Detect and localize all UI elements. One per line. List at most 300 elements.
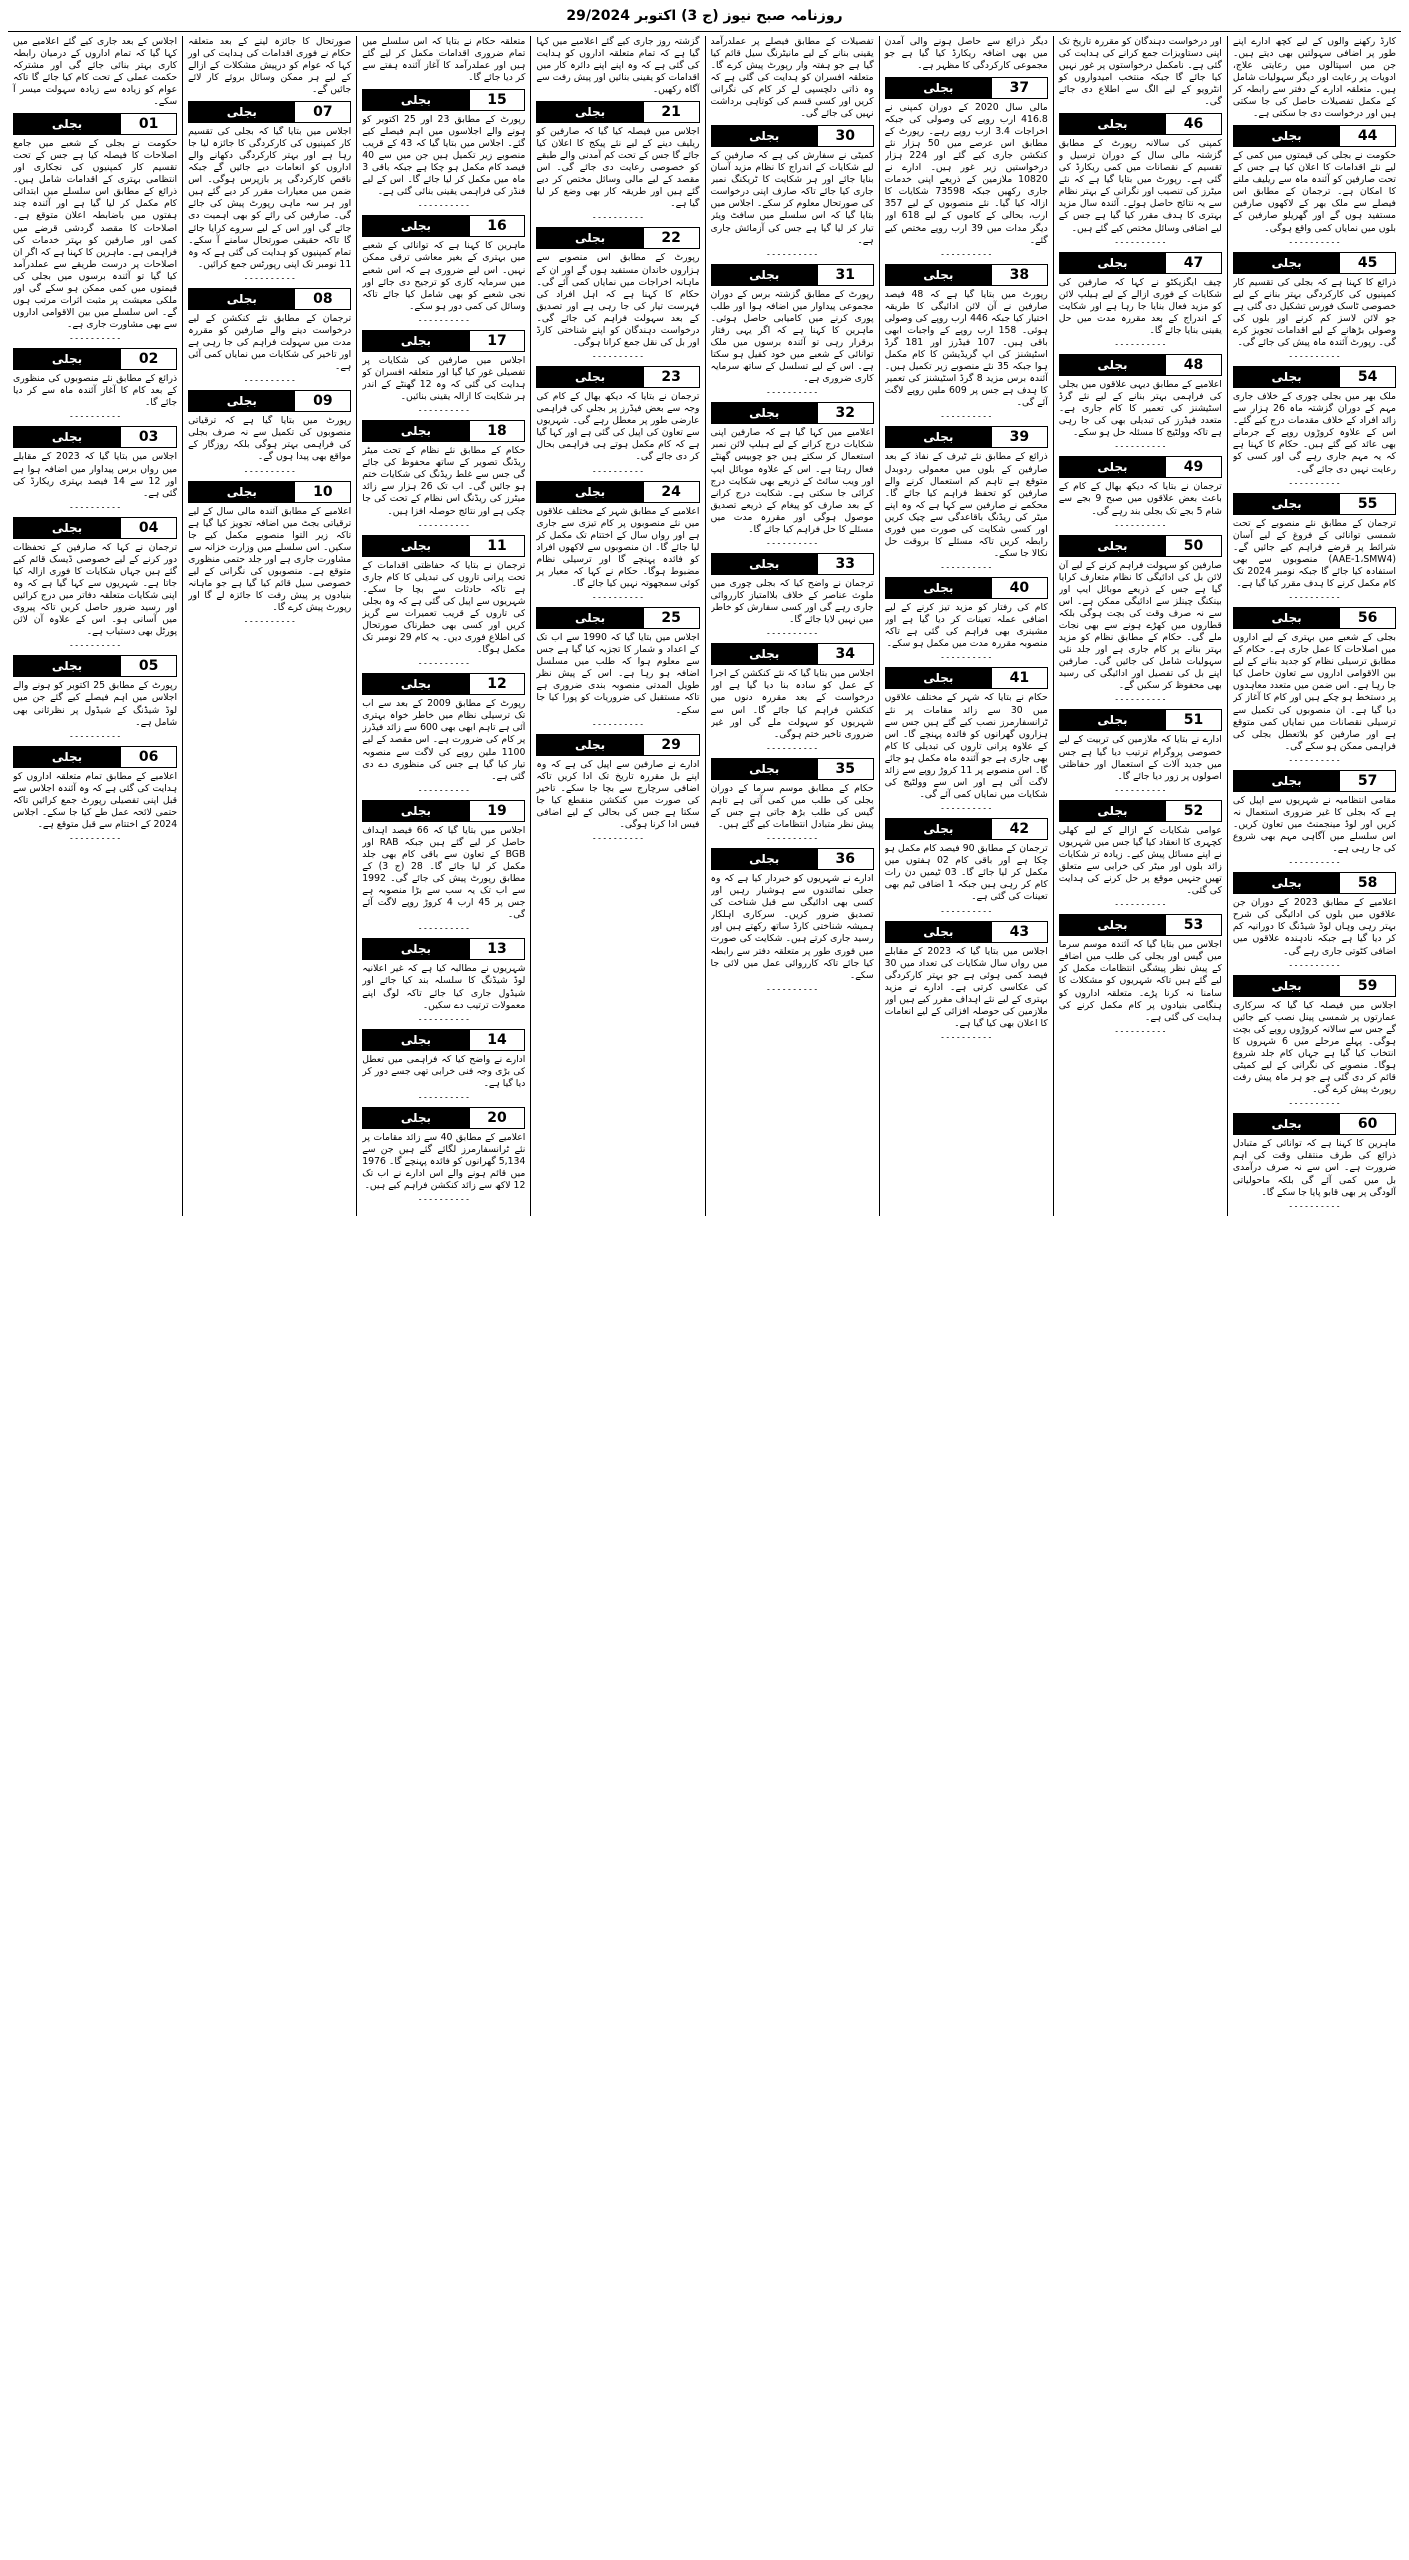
article-body: اعلامیے کے مطابق آئندہ مالی سال کے لیے ترقیاتی بجٹ میں اضافہ تجویز کیا گیا ہے تاکہ زیر التوا منصوبے مکمل کیے جا سکیں۔ اس سلسلے میں وزارت خزانہ سے مشاورت جاری ہے اور جلد حتمی منظوری متوقع ہے۔ منصوبوں کی نگرانی کے لیے خصوصی سیل قائم کیا گیا ہے جو ماہانہ بنیادوں پر پیش رفت کا جائزہ لے گا اور رپورٹ پیش کرے گا۔ <box>188 505 352 614</box>
column-2 <box>1053 36 1227 1216</box>
section-tag: بجلی <box>1060 801 1165 821</box>
article-number: 57 <box>1339 771 1395 791</box>
article-separator: ۔۔۔۔۔۔۔۔۔۔ <box>765 982 819 993</box>
article <box>711 125 874 258</box>
article-number: 60 <box>1339 1114 1395 1134</box>
article-number: 15 <box>469 90 525 110</box>
article-separator: ۔۔۔۔۔۔۔۔۔۔ <box>939 247 993 258</box>
article-separator: ۔۔۔۔۔۔۔۔۔۔ <box>939 1031 993 1042</box>
section-tag: بجلی <box>712 849 817 869</box>
article <box>362 1029 525 1101</box>
article-separator: ۔۔۔۔۔۔۔۔۔۔ <box>417 1193 471 1204</box>
article-body: اجلاس میں فیصلہ کیا گیا کہ صارفین کو ریلیف دینے کے لیے نئے پیکج کا اعلان کیا جائے گا جس کے تحت کم آمدنی والے طبقے کو خصوصی رعایت دی جائے گی۔ اس مقصد کے لیے مالی وسائل مختص کر دیے گئے ہیں اور طریقہ کار بھی وضع کر لیا گیا ہے۔ <box>536 125 700 210</box>
article <box>536 734 699 842</box>
article <box>1233 607 1396 764</box>
article-body: ترجمان کے مطابق نئے منصوبے کے تحت شمسی توانائی کے فروغ کے لیے آسان شرائط پر قرضے فراہم کیے جائیں گے۔ (AAE-1،SMW4) منصوبوں سے بھی استفادہ کیا جائے گا جبکہ نومبر 2024 تک کام مکمل کرنے کا ہدف مقرر کیا گیا ہے۔ <box>1232 517 1396 589</box>
article-body: ترجمان کے مطابق 90 فیصد کام مکمل ہو چکا ہے اور باقی کام 02 ہفتوں میں مکمل کر لیا جائے گا۔ 03 ٹیمیں دن رات کام کر رہی ہیں جبکہ 1 اضافی ٹیم بھی تعینات کی گئی ہے۔ <box>884 843 1048 903</box>
article-header[interactable] <box>711 125 874 147</box>
column-lead-text: دیگر ذرائع سے حاصل ہونے والی آمدن میں بھی اضافہ ریکارڈ کیا گیا ہے جو مجموعی کارکردگی کا مظہر ہے۔ <box>884 35 1048 71</box>
article-separator: ۔۔۔۔۔۔۔۔۔۔ <box>1113 518 1167 529</box>
article-separator: ۔۔۔۔۔۔۔۔۔۔ <box>1113 693 1167 704</box>
article-separator: ۔۔۔۔۔۔۔۔۔۔ <box>1113 337 1167 348</box>
article <box>536 366 699 474</box>
article-header[interactable] <box>885 818 1048 840</box>
section-tag: بجلی <box>363 216 468 236</box>
section-tag: بجلی <box>886 578 991 598</box>
article-separator: ۔۔۔۔۔۔۔۔۔۔ <box>1113 1024 1167 1035</box>
article-header[interactable] <box>13 746 177 768</box>
article-header[interactable] <box>536 101 699 123</box>
article-body: ترجمان کے مطابق نئے کنکشن کے لیے درخواست دینے والے صارفین کو مقررہ مدت میں سہولت فراہم کی جا رہی ہے اور تاخیر کی شکایات میں نمایاں کمی آئی ہے۔ <box>188 312 352 373</box>
article-header[interactable] <box>362 1107 525 1129</box>
article-number: 23 <box>643 367 699 387</box>
article-header[interactable] <box>362 938 525 960</box>
article-header[interactable] <box>188 101 351 123</box>
article-number: 40 <box>991 578 1047 598</box>
article-number: 51 <box>1165 710 1221 730</box>
section-tag: بجلی <box>14 349 120 369</box>
article <box>13 348 177 420</box>
article-separator: ۔۔۔۔۔۔۔۔۔۔ <box>1288 235 1341 246</box>
article-body: اجلاس میں بتایا گیا کہ آئندہ موسم سرما میں گیس اور بجلی کی طلب میں اضافے کے پیش نظر پیشگی انتظامات مکمل کر لیے گئے ہیں تاکہ شہریوں کو مشکلات کا سامنا نہ کرنا پڑے۔ متعلقہ اداروں کو ہنگامی بنیادوں پر کام مکمل کرنے کی ہدایت کی گئی ہے۔ <box>1058 939 1222 1023</box>
section-tag: بجلی <box>712 265 817 285</box>
article-header[interactable] <box>362 800 525 822</box>
article-separator: ۔۔۔۔۔۔۔۔۔۔ <box>765 537 819 547</box>
column-8 <box>8 36 182 1216</box>
article-header[interactable] <box>536 481 699 503</box>
section-tag: بجلی <box>712 126 817 146</box>
article <box>885 921 1048 1042</box>
article-header[interactable] <box>1233 1113 1396 1135</box>
article <box>711 758 874 842</box>
article-header[interactable] <box>711 264 874 286</box>
article-number: 25 <box>643 608 699 628</box>
section-tag: بجلی <box>886 668 991 688</box>
article-number: 47 <box>1165 253 1221 273</box>
article-header[interactable] <box>13 517 177 539</box>
article-number: 06 <box>120 747 176 767</box>
article-number: 01 <box>120 114 176 134</box>
article-body: کام کی رفتار کو مزید تیز کرنے کے لیے اضافی عملہ تعینات کر دیا گیا ہے اور مشینری بھی فراہم کی گئی ہے تاکہ منصوبہ مقررہ مدت میں مکمل ہو سکے۔ <box>884 602 1048 650</box>
article-number: 07 <box>294 102 350 122</box>
article-body: ترجمان نے بتایا کہ حفاظتی اقدامات کے تحت پرانی تاروں کی تبدیلی کا کام جاری ہے تاکہ حادثات سے بچا جا سکے۔ شہریوں سے اپیل کی گئی ہے کہ وہ بجلی کی تاروں کے قریب تعمیرات سے گریز کریں اور کسی بھی خطرناک صورتحال کی اطلاع فوری دیں۔ یہ کام 29 نومبر تک مکمل ہوگا۔ <box>362 559 526 656</box>
section-tag: بجلی <box>1234 126 1339 146</box>
article-header[interactable] <box>536 366 699 388</box>
section-tag: بجلی <box>1060 355 1165 375</box>
article-separator: ۔۔۔۔۔۔۔۔۔۔ <box>417 313 471 324</box>
article-number: 29 <box>643 735 699 755</box>
article-header[interactable] <box>885 577 1048 599</box>
article-separator: ۔۔۔۔۔۔۔۔۔۔ <box>68 500 122 511</box>
article-header[interactable] <box>885 77 1048 99</box>
article-separator: ۔۔۔۔۔۔۔۔۔۔ <box>765 832 819 843</box>
section-tag: بجلی <box>14 656 120 676</box>
article-body: مقامی انتظامیہ نے شہریوں سے اپیل کی ہے کہ بجلی کا غیر ضروری استعمال نہ کریں اور لوڈ مینجمنٹ میں تعاون کریں۔ اس سلسلے میں آگاہی مہم بھی شروع کی جا رہی ہے۔ <box>1232 794 1396 855</box>
article <box>362 1107 525 1203</box>
article-body: حکام کے مطابق موسم سرما کے دوران بجلی کی طلب میں کمی آتی ہے تاہم گیس کی طلب بڑھ جاتی ہے جس کے پیش نظر متبادل انتظامات کیے گئے ہیں۔ <box>710 782 874 831</box>
column-7 <box>182 36 356 1216</box>
article-separator: ۔۔۔۔۔۔۔۔۔۔ <box>68 832 122 843</box>
section-tag: بجلی <box>1060 915 1165 935</box>
article-header[interactable] <box>711 553 874 575</box>
article-separator: ۔۔۔۔۔۔۔۔۔۔ <box>765 386 819 397</box>
article-separator: ۔۔۔۔۔۔۔۔۔۔ <box>68 639 122 650</box>
column-5 <box>530 36 704 1216</box>
section-tag: بجلی <box>886 265 991 285</box>
article-header[interactable] <box>711 402 874 424</box>
article-separator: ۔۔۔۔۔۔۔۔۔۔ <box>939 410 993 421</box>
section-tag: بجلی <box>1060 536 1165 556</box>
article-separator: ۔۔۔۔۔۔۔۔۔۔ <box>243 464 297 475</box>
article <box>362 89 525 210</box>
article-number: 56 <box>1339 608 1395 628</box>
article-header[interactable] <box>1059 535 1222 557</box>
article-body: حکومت نے بجلی کی قیمتوں میں کمی کے لیے نئے اقدامات کا اعلان کیا ہے جس کے تحت صارفین کو آئندہ ماہ سے ریلیف ملنے کا امکان ہے۔ ترجمان کے مطابق اس فیصلے سے ملک بھر کے لاکھوں صارفین مستفید ہوں گے اور گھریلو صارفین کے بلوں میں نمایاں کمی واقع ہوگی۔ <box>1232 150 1396 234</box>
article-header[interactable] <box>1059 354 1222 376</box>
article-body: اجلاس میں بتایا گیا کہ نئے کنکشن کے اجرا کے عمل کو سادہ بنا دیا گیا ہے اور درخواست کے بعد مقررہ دنوں میں کنکشن فراہم کیا جائے گا۔ اس سے شہریوں کو سہولت ملے گی اور غیر ضروری تاخیر ختم ہوگی۔ <box>710 668 874 740</box>
article-separator: ۔۔۔۔۔۔۔۔۔۔ <box>591 717 645 728</box>
column-lead-text: اور درخواست دہندگان کو مقررہ تاریخ تک اپنی دستاویزات جمع کرانے کی ہدایت کی گئی ہے۔ نامکمل درخواستوں پر غور نہیں کیا جائے گا جبکہ منتخب امیدواروں کو انٹرویو کے لیے الگ سے اطلاع دی جائے گی۔ <box>1058 35 1222 107</box>
article-body: اجلاس میں صارفین کی شکایات پر تفصیلی غور کیا گیا اور متعلقہ افسران کو ہدایت کی گئی کہ وہ 12 گھنٹے کے اندر ہر شکایت کا ازالہ یقینی بنائیں۔ <box>362 354 526 403</box>
article-number: 42 <box>991 819 1047 839</box>
article-separator: ۔۔۔۔۔۔۔۔۔۔ <box>1288 856 1341 867</box>
article-separator: ۔۔۔۔۔۔۔۔۔۔ <box>591 350 645 361</box>
article-header[interactable] <box>536 734 699 756</box>
article-separator: ۔۔۔۔۔۔۔۔۔۔ <box>591 832 645 843</box>
article-number: 49 <box>1165 457 1221 477</box>
section-tag: بجلی <box>886 78 991 98</box>
article-header[interactable] <box>362 215 525 237</box>
article-header[interactable] <box>1233 975 1396 997</box>
article-number: 05 <box>120 656 176 676</box>
article-body: حکومت نے بجلی کے شعبے میں جامع اصلاحات کا فیصلہ کیا ہے جس کے تحت تقسیم کار کمپنیوں کی نجکاری اور انتظامی بہتری کے اقدامات شامل ہیں۔ ذرائع کے مطابق اس سلسلے میں ابتدائی کام مکمل کر لیا گیا ہے اور آئندہ چند ہفتوں میں باضابطہ اعلان متوقع ہے۔ اصلاحات کا مقصد گردشی قرضے میں کمی اور صارفین کو بہتر خدمات کی فراہمی ہے۔ ماہرین کا کہنا ہے کہ اگر ان اصلاحات پر درست طریقے سے عملدرآمد کیا گیا تو آئندہ برسوں میں بجلی کی قیمتوں میں کمی ممکن ہو سکے گی اور ملکی معیشت پر مثبت اثرات مرتب ہوں گے۔ اس سلسلے میں بین الاقوامی اداروں سے بھی مشاورت جاری ہے۔ <box>13 137 178 331</box>
article-header[interactable] <box>1233 125 1396 147</box>
section-tag: بجلی <box>537 482 642 502</box>
article-header[interactable] <box>1059 914 1222 936</box>
section-tag: بجلی <box>363 939 468 959</box>
article-body: ذرائع کے مطابق نئے ٹیرف کے نفاذ کے بعد صارفین کے بلوں میں معمولی ردوبدل متوقع ہے تاہم کم استعمال کرنے والے صارفین کو تحفظ فراہم کیا جائے گا۔ محکمے نے صارفین سے کہا ہے کہ وہ اپنے میٹر کی ریڈنگ باقاعدگی سے چیک کریں اور کسی شکایت کی صورت میں فوری رابطہ کریں تاکہ مسئلے کا بروقت حل نکالا جا سکے۔ <box>884 451 1048 560</box>
article-number: 59 <box>1339 976 1395 996</box>
article <box>536 101 699 222</box>
section-tag: بجلی <box>1234 494 1339 514</box>
article <box>188 288 351 384</box>
article-number: 10 <box>294 482 350 502</box>
article-header[interactable] <box>13 113 177 135</box>
section-tag: بجلی <box>1234 976 1339 996</box>
article-number: 20 <box>469 1108 525 1128</box>
article <box>1233 770 1396 866</box>
article-header[interactable] <box>1233 770 1396 792</box>
section-tag: بجلی <box>886 922 991 942</box>
article <box>362 800 525 933</box>
article-header[interactable] <box>362 535 525 557</box>
article <box>885 264 1048 421</box>
section-tag: بجلی <box>537 228 642 248</box>
article-header[interactable] <box>1059 252 1222 274</box>
article <box>536 607 699 728</box>
article-separator: ۔۔۔۔۔۔۔۔۔۔ <box>1288 753 1341 764</box>
article-header[interactable] <box>1233 493 1396 515</box>
article-header[interactable] <box>711 758 874 780</box>
article-header[interactable] <box>362 1029 525 1051</box>
article-separator: ۔۔۔۔۔۔۔۔۔۔ <box>417 1012 471 1023</box>
article-header[interactable] <box>1059 113 1222 135</box>
article <box>1059 113 1222 246</box>
article <box>536 481 699 602</box>
article-separator: ۔۔۔۔۔۔۔۔۔۔ <box>68 729 122 740</box>
section-tag: بجلی <box>189 391 294 411</box>
article-header[interactable] <box>711 643 874 665</box>
article-separator: ۔۔۔۔۔۔۔۔۔۔ <box>243 271 297 282</box>
section-tag: بجلی <box>712 554 817 574</box>
article-body: ترجمان نے بتایا کہ دیکھ بھال کے کام کی وجہ سے بعض فیڈرز پر بجلی کی فراہمی عارضی طور پر معطل رہے گی۔ شہریوں سے تعاون کی اپیل کی گئی ہے اور کہا گیا ہے کہ کام مکمل ہوتے ہی فراہمی بحال کر دی جائے گی۔ <box>536 391 700 463</box>
article-separator: ۔۔۔۔۔۔۔۔۔۔ <box>243 615 297 626</box>
article-header[interactable] <box>711 848 874 870</box>
article-body: مالی سال 2020 کے دوران کمپنی نے 416.8 ارب روپے کی وصولی کی جبکہ اخراجات 3.4 ارب روپے رہے۔ رپورٹ کے مطابق اس عرصے میں 50 ہزار نئے کنکشن جاری کیے گئے اور 224 ہزار درخواستیں زیر غور ہیں۔ ادارے نے 10820 ملازمین کے ذریعے اپنی خدمات جاری رکھیں جبکہ 73598 شکایات کا ازالہ کیا گیا۔ نئے منصوبوں کے لیے 357 ارب، بحالی کے کاموں کے لیے 618 اور دیگر مدات میں 39 ارب روپے مختص کیے گئے۔ <box>884 101 1048 246</box>
article <box>711 402 874 547</box>
article-body: ترجمان نے واضح کیا کہ بجلی چوری میں ملوث عناصر کے خلاف بلاامتیاز کارروائی جاری رہے گی اور کسی سفارش کو خاطر میں نہیں لایا جائے گا۔ <box>710 578 874 626</box>
article <box>711 264 874 397</box>
section-tag: بجلی <box>14 114 120 134</box>
article-number: 24 <box>643 482 699 502</box>
article <box>1233 872 1396 968</box>
article <box>1233 975 1396 1108</box>
section-tag: بجلی <box>537 735 642 755</box>
article-body: عوامی شکایات کے ازالے کے لیے کھلی کچہری کا انعقاد کیا گیا جس میں شہریوں نے اپنے مسائل پیش کیے۔ زیادہ تر شکایات زائد بلوں اور میٹر کی خرابی سے متعلق تھیں جنہیں موقع پر حل کرنے کی ہدایت کی گئی۔ <box>1058 824 1222 897</box>
masthead-title: روزنامہ صبح نیوز (ج 3) اکتوبر 29/2024 <box>566 8 843 24</box>
section-tag: بجلی <box>537 367 642 387</box>
article <box>362 330 525 414</box>
article-number: 32 <box>817 403 873 423</box>
article <box>885 426 1048 571</box>
article-body: ادارے نے واضح کیا کہ فراہمی میں تعطل کی بڑی وجہ فنی خرابی تھی جسے دور کر دیا گیا ہے۔ <box>362 1053 526 1089</box>
section-tag: بجلی <box>1234 253 1339 273</box>
section-tag: بجلی <box>537 102 642 122</box>
article-separator: ۔۔۔۔۔۔۔۔۔۔ <box>1288 591 1341 602</box>
masthead-rule <box>8 31 1401 32</box>
section-tag: بجلی <box>1060 114 1165 134</box>
section-tag: بجلی <box>712 644 817 664</box>
article-number: 31 <box>817 265 873 285</box>
article-body: اجلاس میں بتایا گیا کہ 2023 کے مقابلے میں رواں برس پیداوار میں اضافہ ہوا ہے اور 12 سے 14 فیصد بہتری ریکارڈ کی گئی ہے۔ <box>13 451 178 499</box>
article-header[interactable] <box>1233 252 1396 274</box>
article-separator: ۔۔۔۔۔۔۔۔۔۔ <box>1288 350 1341 361</box>
article <box>13 746 177 842</box>
article-number: 48 <box>1165 355 1221 375</box>
article <box>885 77 1048 258</box>
article-body: ادارے نے شہریوں کو خبردار کیا ہے کہ وہ جعلی نمائندوں سے ہوشیار رہیں اور کسی بھی ادائیگی سے قبل شناخت کی تصدیق ضرور کریں۔ سرکاری اہلکار ہمیشہ شناختی کارڈ ساتھ رکھتے ہیں اور رسید جاری کرتے ہیں۔ شکایت کی صورت میں فوری طور پر متعلقہ دفتر سے رابطہ کیا جائے تاکہ کارروائی عمل میں لائی جا سکے۔ <box>710 873 874 981</box>
article-number: 11 <box>469 536 525 556</box>
section-tag: بجلی <box>712 759 817 779</box>
article-number: 43 <box>991 922 1047 942</box>
article-separator: ۔۔۔۔۔۔۔۔۔۔ <box>591 464 645 475</box>
article-separator: ۔۔۔۔۔۔۔۔۔۔ <box>417 1090 471 1101</box>
article-header[interactable] <box>885 667 1048 689</box>
article-header[interactable] <box>13 655 177 677</box>
article-number: 14 <box>469 1030 525 1050</box>
article <box>362 938 525 1022</box>
article-number: 45 <box>1339 253 1395 273</box>
article <box>1233 125 1396 246</box>
article-body: اعلامیے کے مطابق تمام متعلقہ اداروں کو ہدایت کی گئی ہے کہ وہ آئندہ اجلاس سے قبل اپنی تفصیلی رپورٹ جمع کرائیں تاکہ حتمی لائحہ عمل طے کیا جا سکے۔ اجلاس 2024 کے اختتام سے قبل متوقع ہے۔ <box>13 770 178 831</box>
article-separator: ۔۔۔۔۔۔۔۔۔۔ <box>1113 898 1167 909</box>
article <box>1059 354 1222 450</box>
section-tag: بجلی <box>1060 710 1165 730</box>
article <box>1233 366 1396 487</box>
article-number: 19 <box>469 801 525 821</box>
article <box>1059 456 1222 528</box>
article-separator: ۔۔۔۔۔۔۔۔۔۔ <box>417 199 471 210</box>
article-header[interactable] <box>1233 872 1396 894</box>
article-body: اجلاس میں بتایا گیا کہ بجلی کی تقسیم کار کمپنیوں کی کارکردگی کا جائزہ لیا جا رہا ہے اور بہتر کارکردگی دکھانے والے اداروں کو انعامات دیے جائیں گے جبکہ ناقص کارکردگی پر بازپرس ہوگی۔ اس ضمن میں معیارات مقرر کر دیے گئے ہیں اور ہر سہ ماہی رپورٹ پیش کی جائے گی۔ صارفین کی رائے کو بھی اہمیت دی جائے گی اور اس کے لیے سروے کرایا جائے گا تاکہ حقیقی صورتحال سامنے آ سکے۔ تمام کمپنیوں کو ہدایت کی گئی ہے کہ وہ 11 نومبر تک اپنی رپورٹس جمع کرائیں۔ <box>188 125 352 270</box>
article-separator: ۔۔۔۔۔۔۔۔۔۔ <box>1288 1199 1341 1210</box>
article-number: 50 <box>1165 536 1221 556</box>
article-number: 58 <box>1339 873 1395 893</box>
article <box>711 553 874 637</box>
article-separator: ۔۔۔۔۔۔۔۔۔۔ <box>939 904 993 915</box>
section-tag: بجلی <box>363 536 468 556</box>
article <box>13 655 177 739</box>
article-header[interactable] <box>885 264 1048 286</box>
article-body: حکام نے بتایا کہ شہر کے مختلف علاقوں میں 30 سے زائد مقامات پر نئے ٹرانسفارمرز نصب کیے گئے ہیں جس سے ہزاروں گھرانوں کو فائدہ پہنچے گا۔ اس کے علاوہ پرانی تاروں کی تبدیلی کا کام بھی جاری ہے جو آئندہ ماہ مکمل ہو جائے گا۔ اس منصوبے پر 11 کروڑ روپے سے زائد لاگت آئی ہے اور اس سے وولٹیج کی شکایات میں نمایاں کمی آئے گی۔ <box>884 692 1048 801</box>
article-body: ذرائع کے مطابق نئے منصوبوں کی منظوری کے بعد کام کا آغاز آئندہ ماہ سے کر دیا جائے گا۔ <box>13 373 178 409</box>
column-3 <box>879 36 1053 1216</box>
article-number: 36 <box>817 849 873 869</box>
article-body: رپورٹ کے مطابق گزشتہ برس کے دوران مجموعی پیداوار میں اضافہ ہوا اور طلب پوری کرنے میں کامیابی حاصل ہوئی۔ ماہرین کا کہنا ہے کہ اگر یہی رفتار برقرار رہی تو آئندہ برسوں میں ملک توانائی کے شعبے میں خود کفیل ہو سکتا ہے۔ اس کے لیے تسلسل کے ساتھ سرمایہ کاری ضروری ہے۔ <box>710 288 874 385</box>
article-header[interactable] <box>362 330 525 352</box>
article-header[interactable] <box>188 481 351 503</box>
section-tag: بجلی <box>1234 771 1339 791</box>
article-separator: ۔۔۔۔۔۔۔۔۔۔ <box>417 783 471 794</box>
article-header[interactable] <box>1233 607 1396 629</box>
column-4 <box>705 36 879 1216</box>
article <box>1233 1113 1396 1209</box>
article-body: چیف ایگزیکٹو نے کہا کہ صارفین کی شکایات کے فوری ازالے کے لیے ہیلپ لائن کو مزید فعال بنایا جا رہا ہے اور شکایت کے اندراج کے بعد مقررہ مدت میں حل یقینی بنایا جائے گا۔ <box>1058 276 1222 336</box>
article-number: 55 <box>1339 494 1395 514</box>
article-separator: ۔۔۔۔۔۔۔۔۔۔ <box>1288 476 1341 487</box>
article-number: 02 <box>120 349 176 369</box>
article-header[interactable] <box>188 288 351 310</box>
article-header[interactable] <box>362 89 525 111</box>
column-lead-text: کارڈ رکھنے والوں کے لیے کچھ ادارے اپنے طور پر اضافی سہولتیں بھی دیتے ہیں۔ جن میں اسپتالوں میں رعایتی علاج، ادویات پر رعایت اور دیگر سہولیات شامل ہیں۔ متعلقہ ادارے کے دفتر سے رابطہ کر کے مکمل تفصیلات حاصل کی جا سکتی ہیں اور درخواست دی جا سکتی ہے۔ <box>1232 35 1396 119</box>
article-header[interactable] <box>536 607 699 629</box>
article-header[interactable] <box>1059 456 1222 478</box>
article <box>536 227 699 360</box>
column-1 <box>1227 36 1401 1216</box>
article <box>362 215 525 323</box>
article-number: 41 <box>991 668 1047 688</box>
article-header[interactable] <box>188 390 351 412</box>
section-tag: بجلی <box>363 1108 468 1128</box>
article-header[interactable] <box>13 348 177 370</box>
article-body: اجلاس میں بتایا گیا کہ 2023 کے مقابلے میں رواں سال شکایات کی تعداد میں 30 فیصد کمی ہوئی ہے جو بہتر کارکردگی کی عکاسی کرتی ہے۔ ادارے نے مزید بہتری کے لیے نئے اہداف مقرر کیے ہیں اور ملازمین کی حوصلہ افزائی کے لیے انعامات کا اعلان بھی کیا گیا ہے۔ <box>884 945 1048 1030</box>
column-lead-text: گزشتہ روز جاری کیے گئے اعلامیے میں کہا گیا ہے کہ تمام متعلقہ اداروں کو ہدایت کی گئی ہے کہ وہ اپنے اپنے دائرہ کار میں اقدامات کو یقینی بنائیں اور پیش رفت سے آگاہ رکھیں۔ <box>536 35 700 95</box>
article-number: 09 <box>294 391 350 411</box>
section-tag: بجلی <box>712 403 817 423</box>
article-separator: ۔۔۔۔۔۔۔۔۔۔ <box>765 741 819 752</box>
article-body: ملک بھر میں بجلی چوری کے خلاف جاری مہم کے دوران گزشتہ ماہ 26 ہزار سے زائد افراد کے خلاف مقدمات درج کیے گئے۔ اس کے علاوہ کروڑوں روپے کے جرمانے بھی عائد کیے گئے ہیں۔ حکام کا کہنا ہے کہ یہ مہم جاری رہے گی اور کسی کو رعایت نہیں دی جائے گی۔ <box>1232 391 1396 475</box>
article-number: 17 <box>469 331 525 351</box>
article-number: 54 <box>1339 367 1395 387</box>
article-body: اعلامیے میں کہا گیا ہے کہ صارفین اپنی شکایات درج کرانے کے لیے ہیلپ لائن نمبر استعمال کر سکتے ہیں جو چوبیس گھنٹے فعال رہتا ہے۔ اس کے علاوہ موبائل ایپ اور ویب سائٹ کے ذریعے بھی شکایت درج کرائی جا سکتی ہے۔ شکایت درج کرانے کے بعد صارف کو پیغام کے ذریعے تصدیق موصول ہوگی اور مقررہ مدت میں مسئلے کا حل فراہم کیا جائے گا۔ <box>710 427 874 535</box>
article <box>362 673 525 794</box>
section-tag: بجلی <box>189 102 294 122</box>
article-separator: ۔۔۔۔۔۔۔۔۔۔ <box>1113 235 1167 246</box>
article-header[interactable] <box>885 426 1048 448</box>
article-number: 16 <box>469 216 525 236</box>
article-number: 03 <box>120 427 176 447</box>
article-number: 44 <box>1339 126 1395 146</box>
article <box>1059 252 1222 348</box>
article <box>188 390 351 474</box>
section-tag: بجلی <box>537 608 642 628</box>
article <box>188 481 351 626</box>
article <box>13 113 177 342</box>
article <box>1059 914 1222 1035</box>
article-separator: ۔۔۔۔۔۔۔۔۔۔ <box>1288 958 1341 969</box>
article-number: 30 <box>817 126 873 146</box>
article-body: رپورٹ کے مطابق 25 اکتوبر کو ہونے والے اجلاس میں اہم فیصلے کیے گئے جن میں لوڈ شیڈنگ کے شیڈول پر نظرثانی بھی شامل ہے۔ <box>13 680 178 728</box>
masthead <box>8 6 1401 30</box>
column-lead-text: اجلاس کے بعد جاری کیے گئے اعلامیے میں کہا گیا کہ تمام اداروں کے درمیان رابطہ کاری بہتر بنائی جائے گی اور مشترکہ حکمت عملی کے تحت کام کیا جائے گا تاکہ عوام کو زیادہ سے زیادہ سہولت میسر آ سکے۔ <box>13 35 178 107</box>
article-number: 33 <box>817 554 873 574</box>
article-header[interactable] <box>536 227 699 249</box>
column-lead-text: تفصیلات کے مطابق فیصلے پر عملدرآمد یقینی بنانے کے لیے مانیٹرنگ سیل قائم کیا گیا ہے جو ہفتہ وار رپورٹ پیش کرے گا۔ متعلقہ افسران کو ہدایت کی گئی ہے کہ وہ ذاتی دلچسپی لے کر کام کی نگرانی کریں اور کسی قسم کی کوتاہی برداشت نہیں کی جائے گی۔ <box>710 35 874 119</box>
article-header[interactable] <box>1059 709 1222 731</box>
article-body: حکام کے مطابق نئے نظام کے تحت میٹر ریڈنگ تصویر کے ساتھ محفوظ کی جائے گی جس سے غلط ریڈنگ کی شکایات ختم ہو جائیں گی۔ اب تک 26 ہزار سے زائد میٹرز کی ریڈنگ اس نظام کے تحت کی جا چکی ہے اور نتائج حوصلہ افزا ہیں۔ <box>362 445 526 517</box>
article-separator: ۔۔۔۔۔۔۔۔۔۔ <box>1288 1097 1341 1108</box>
article-body: رپورٹ کے مطابق اس منصوبے سے ہزاروں خاندان مستفید ہوں گے اور ان کے ماہانہ اخراجات میں نمایاں کمی آئے گی۔ حکام کا کہنا ہے کہ اہل افراد کی فہرست تیار کی جا رہی ہے اور تصدیق کے بعد سہولت فراہم کی جائے گی۔ درخواست دہندگان کو اپنے شناختی کارڈ اور بل کی نقل جمع کرانا ہوگی۔ <box>536 252 700 348</box>
article <box>13 426 177 510</box>
column-grid <box>8 36 1401 1216</box>
article-separator: ۔۔۔۔۔۔۔۔۔۔ <box>417 404 471 415</box>
article-header[interactable] <box>1059 800 1222 822</box>
article <box>885 577 1048 661</box>
article-separator: ۔۔۔۔۔۔۔۔۔۔ <box>417 922 471 933</box>
article-body: رپورٹ میں بتایا گیا ہے کہ ترقیاتی منصوبوں کی تکمیل سے نہ صرف بجلی کی فراہمی بہتر ہوگی بلکہ روزگار کے مواقع بھی پیدا ہوں گے۔ <box>188 415 352 463</box>
article-body: ترجمان نے کہا کہ صارفین کے تحفظات دور کرنے کے لیے خصوصی ڈیسک قائم کیے گئے ہیں جہاں شکایات کا فوری ازالہ کیا جاتا ہے۔ شہریوں سے کہا گیا ہے کہ وہ اپنی شکایات متعلقہ دفاتر میں درج کرائیں اور رسید ضرور حاصل کریں تاکہ پیروی میں آسانی ہو۔ اس کے علاوہ آن لائن پورٹل بھی دستیاب ہے۔ <box>13 541 178 638</box>
article-header[interactable] <box>13 426 177 448</box>
article-body: اجلاس میں بتایا گیا کہ 66 فیصد اہداف حاصل کر لیے گئے ہیں جبکہ RAB اور BGB کے تعاون سے باقی کام بھی جلد مکمل کر لیا جائے گا۔ 28 (ج 3) کے مطابق رپورٹ پیش کی جائے گی۔ 1992 سے اب تک یہ سب سے بڑا منصوبہ ہے جس پر 45 ارب 4 کروڑ روپے لاگت آئے گی۔ <box>362 824 526 921</box>
article-number: 04 <box>120 518 176 538</box>
article <box>362 535 525 668</box>
article-number: 35 <box>817 759 873 779</box>
article-separator: ۔۔۔۔۔۔۔۔۔۔ <box>765 627 819 638</box>
article <box>1059 535 1222 704</box>
article-body: اعلامیے کے مطابق 2023 کے دوران جن علاقوں میں بلوں کی ادائیگی کی شرح بہتر رہی وہاں لوڈ شیڈنگ کا دورانیہ کم کر دیا گیا ہے جبکہ نادہندہ علاقوں میں اضافی کٹوتی جاری رہے گی۔ <box>1232 897 1396 957</box>
article-header[interactable] <box>1233 366 1396 388</box>
section-tag: بجلی <box>363 331 468 351</box>
article <box>1233 493 1396 601</box>
article-separator: ۔۔۔۔۔۔۔۔۔۔ <box>939 802 993 813</box>
article-header[interactable] <box>362 673 525 695</box>
article-header[interactable] <box>885 921 1048 943</box>
article-number: 39 <box>991 427 1047 447</box>
article <box>188 101 351 282</box>
article-header[interactable] <box>362 420 525 442</box>
article-body: رپورٹ کے مطابق 23 اور 25 اکتوبر کو ہونے والے اجلاسوں میں اہم فیصلے کیے گئے۔ اجلاس میں بتایا گیا کہ 43 کے قریب منصوبے زیر تکمیل ہیں جن میں سے 40 فیصد کام مکمل ہو چکا ہے جبکہ باقی 3 ماہ میں مکمل کر لیا جائے گا۔ اس کے لیے فنڈز کی فراہمی یقینی بنائی گئی ہے۔ <box>362 113 526 198</box>
article <box>1059 709 1222 793</box>
article-body: اجلاس میں فیصلہ کیا گیا کہ سرکاری عمارتوں پر شمسی پینل نصب کیے جائیں گے جس سے سالانہ کروڑوں روپے کی بچت ہوگی۔ پہلے مرحلے میں 6 شہروں کا انتخاب کیا گیا ہے جہاں کام جلد شروع ہوگا۔ منصوبے کی نگرانی کے لیے کمیٹی قائم کر دی گئی ہے جو ہر ماہ پیش رفت رپورٹ پیش کرے گی۔ <box>1232 999 1396 1096</box>
article-number: 13 <box>469 939 525 959</box>
article <box>711 643 874 751</box>
article-body: ماہرین کا کہنا ہے کہ توانائی کے شعبے میں بہتری کے بغیر معاشی ترقی ممکن نہیں۔ اس لیے ضروری ہے کہ اس شعبے میں سرمایہ کاری کو ترجیح دی جائے اور نجی شعبے کو بھی شامل کیا جائے تاکہ وسائل کی کمی دور ہو سکے۔ <box>362 240 526 312</box>
article-separator: ۔۔۔۔۔۔۔۔۔۔ <box>591 591 645 602</box>
section-tag: بجلی <box>14 518 120 538</box>
article-separator: ۔۔۔۔۔۔۔۔۔۔ <box>765 247 819 258</box>
column-lead-text: صورتحال کا جائزہ لینے کے بعد متعلقہ حکام نے فوری اقدامات کی ہدایت کی اور کہا کہ عوام کو درپیش مشکلات کے ازالے کے لیے ہر ممکن وسائل بروئے کار لائے جائیں گے۔ <box>188 35 352 95</box>
section-tag: بجلی <box>1060 457 1165 477</box>
